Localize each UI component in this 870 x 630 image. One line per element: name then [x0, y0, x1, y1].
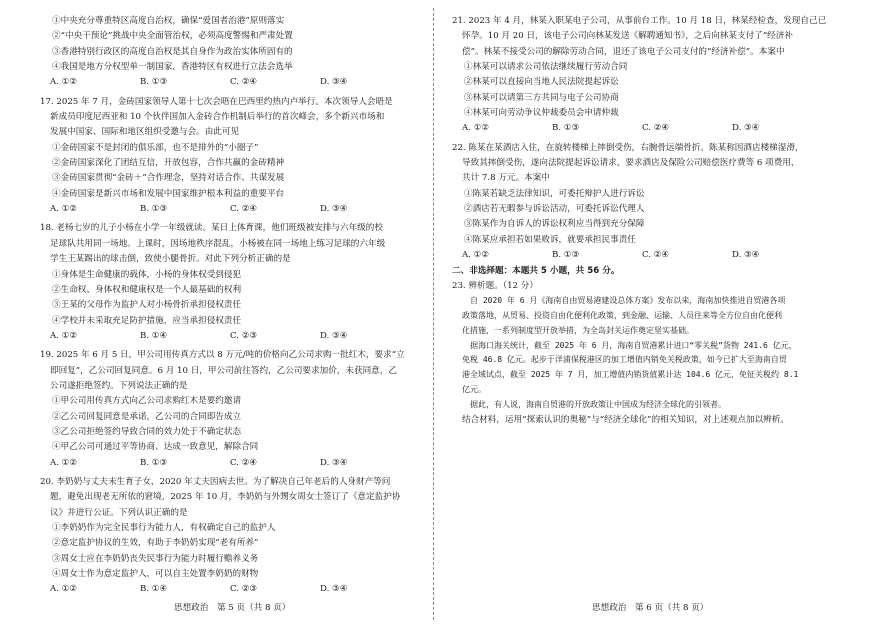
choice-a: A. ①②	[50, 457, 78, 468]
option-line: ④金砖国家是新兴市场和发展中国家维护根本利益的重要平台	[52, 188, 285, 199]
choice-b: B. ①③	[552, 123, 580, 134]
question-stem: 22. 陈某在某酒店入住，在旋转楼梯上摔倒受伤，右腕骨远端骨折。陈某称因酒店楼梯湿滑，	[452, 142, 804, 153]
question-23-title: 23. 辨析题。（12 分）	[452, 280, 538, 291]
option-line: ②林某可以直接向当地人民法院提起诉讼	[464, 77, 619, 88]
question-20	[40, 475, 442, 598]
option-line: ③陈某作为自诉人的诉讼权利应当得到充分保障	[464, 219, 645, 230]
choice-a: A. ①②	[50, 77, 78, 88]
question-stem: 学生王某踢出的球击倒，致使小腿骨折。对此下列分析正确的是	[50, 254, 291, 265]
question-17	[40, 95, 442, 218]
choice-d: D. ③④	[320, 584, 348, 595]
choice-b: B. ①③	[552, 250, 580, 261]
question-stem: 即回复”，乙公司回复同意。6 月 10 日，甲公司前往答约，乙公司要求加价，未获同意，乙	[50, 365, 397, 376]
question-stem: 共计 7.8 万元。本案中	[462, 173, 550, 184]
material-line: 据此，有人说，海南自贸港的开放政策让中国成为经济全球化的引领者。	[470, 399, 726, 409]
choice-c: C. ②④	[230, 457, 258, 468]
choice-c: C. ②③	[230, 330, 258, 341]
option-line: ③周女士应在李奶奶丧失民事行为能力时履行赡养义务	[52, 553, 259, 564]
answer-choices	[40, 329, 442, 344]
option-line: ②“中央干预论”挑战中央全面管治权，必须高度警惕和严肃处置	[52, 31, 293, 42]
option-line: ②生命权、身体权和健康权是一个人最基础的权利	[52, 284, 242, 295]
material-line: 化措施，一系列制度型开放举措，为全岛封关运作奠定坚实基础。	[462, 325, 694, 335]
material-line: 港全域试点，截至 2025 年 7 月，加工增值内销货值累计达 104.6 亿元，免征关税约 8.1	[462, 370, 799, 380]
option-line: ④甲乙公司可通过平等协商、达成一致意见，解除合同	[52, 442, 259, 453]
option-line: ①金砖国家不是封闭的俱乐部，也不是排外的“小圈子”	[52, 142, 259, 153]
choice-d: D. ③④	[732, 123, 760, 134]
question-stem: 怀孕。10 月 20 日，该电子公司向林某发送《解聘通知书》，之后向林某支付了“经济补	[462, 31, 793, 42]
choice-b: B. ①③	[140, 457, 168, 468]
choice-b: B. ①③	[140, 77, 168, 88]
choice-c: C. ②④	[230, 77, 258, 88]
answer-choices	[40, 582, 442, 597]
choice-c: C. ②④	[230, 204, 258, 215]
right-page-column	[452, 14, 854, 428]
question-stem: 18. 老杨七岁的儿子小杨在小学一年级就读。某日上体育课，他们班级被安排与六年级的校	[40, 223, 383, 234]
question-stem: 19. 2025 年 6 月 5 日，甲公司用传真方式以 8 万元/吨的价格向乙公司求购一批红木，要求“立	[40, 350, 405, 361]
page-footer-left: 思想政治 第 5 页（共 8 页）	[174, 603, 291, 613]
material-line: 自 2020 年 6 月《海南自由贸易港建设总体方案》发布以来，海南加快推进自贸港各项	[470, 296, 786, 306]
question-stem: 21. 2023 年 4 月，林某入职某电子公司，从事前台工作。10 月 18 日，林某经检查，发现自己已	[452, 16, 827, 26]
question-18	[40, 221, 442, 344]
choice-c: C. ②③	[230, 584, 258, 595]
page-footer-right: 思想政治 第 6 页（共 8 页）	[592, 603, 709, 613]
option-line: ④林某可向劳动争议仲裁委员会申请仲裁	[464, 108, 619, 119]
option-line: ①甲公司用传真方式向乙公司求购红木是要约邀请	[52, 396, 242, 407]
choice-d: D. ③④	[320, 77, 348, 88]
option-line: ③乙公司拒绝签约导致合同的效力处于不确定状态	[52, 426, 242, 437]
question-stem: 议》并进行公证。下列认识正确的是	[50, 507, 188, 518]
question-stem: 17. 2025 年 7 月，金砖国家领导人第十七次会晤在巴西里约热内卢举行。本次领导人会晤是	[40, 96, 393, 107]
choice-d: D. ③④	[732, 250, 760, 261]
question-16-options	[40, 14, 442, 91]
question-stem: 导致其摔倒受伤，遂向法院提起诉讼请求，要求酒店及保险公司赔偿医疗费等 6 项费用，	[462, 158, 800, 169]
question-19	[40, 348, 442, 471]
option-line: ②酒店若无暇参与诉讼活动，可委托诉讼代理人	[464, 204, 645, 215]
choice-b: B. ①④	[140, 330, 168, 341]
option-line: ①林某可以请求公司依法继续履行劳动合同	[464, 62, 628, 73]
option-line: ①陈某若缺乏法律知识，可委托辩护人进行诉讼	[464, 188, 645, 199]
question-stem: 题，避免出现老无所依的窘境，2025 年 10 月，李奶奶与外甥女周女士签订了《意定监护协	[50, 492, 401, 503]
question-stem: 公司遂拒绝签约。下列说法正确的是	[50, 380, 188, 391]
option-line: ④周女士作为意定监护人，可以自主处置李奶奶的财物	[52, 569, 259, 580]
choice-a: A. ①②	[50, 584, 78, 595]
material-line: 免税 46.8 亿元。起步于洋浦保税港区的加工增值内销免关税政策，如今已扩大至海南自贸	[462, 355, 787, 365]
choice-c: C. ②④	[642, 250, 670, 261]
option-line: ②金砖国家深化了团结互信，开放包容，合作共赢的金砖精神	[52, 158, 285, 169]
question-23-material	[452, 294, 854, 412]
question-stem: 新成员印度尼西亚和 10 个伙伴国加入金砖合作机制后举行的首次峰会，多个新兴市场和	[50, 112, 385, 123]
question-stem: 足球队共用同一场地。上课时，因场地秩序混乱，小杨被在同一场地上练习足球的六年级	[50, 238, 386, 249]
answer-choices	[40, 202, 442, 217]
choice-b: B. ①③	[140, 204, 168, 215]
option-line: ②意定监护协议的生效，有助于李奶奶实现“老有所养”	[52, 538, 259, 549]
answer-choices	[40, 456, 442, 471]
choice-a: A. ①②	[50, 330, 78, 341]
section-heading: 二、非选择题：本题共 5 小题，共 56 分。	[452, 265, 620, 276]
answer-choices	[452, 121, 854, 136]
option-line: ①身体是生命健康的载体，小杨的身体权受到侵犯	[52, 269, 242, 280]
question-22	[452, 141, 854, 264]
choice-d: D. ③④	[320, 204, 348, 215]
option-line: ④我国是地方分权型单一制国家，香港特区有权进行立法会选举	[52, 62, 293, 73]
option-line: ④学校并未采取充足防护措施，应当承担侵权责任	[52, 315, 242, 326]
option-line: ③香港特别行政区的高度自治权是其自身作为政治实体所固有的	[52, 46, 293, 57]
question-stem: 发展中国家、国际和地区组织受邀与会。由此可见	[50, 127, 240, 138]
material-line: 据海口海关统计，截至 2025 年 6 月，海南自贸港累计进口“零关税”货物 241.6 亿元，	[470, 340, 797, 350]
option-line: ①李奶奶作为完全民事行为能力人，有权确定自己的监护人	[52, 523, 276, 533]
material-line: 政策落地，从贸易、投资自由化便利化政策，到金融、运输、人员往来等全方位自由化便利	[462, 310, 782, 320]
option-line: ②乙公司回复同意是承诺，乙公司的合同即告成立	[52, 411, 242, 422]
answer-choices	[452, 248, 854, 263]
question-21	[452, 14, 854, 137]
choice-d: D. ③④	[320, 457, 348, 468]
choice-a: A. ①②	[50, 204, 78, 215]
question-23-task: 结合材料，运用“探索认识的奥秘”与“经济全球化”的相关知识，对上述观点加以辨析。	[462, 414, 789, 425]
choice-a: A. ①②	[462, 250, 490, 261]
choice-c: C. ②④	[642, 123, 670, 134]
question-stem: 偿”。林某不接受公司的解除劳动合同，退还了该电子公司支付的“经济补偿”。本案中	[462, 46, 785, 57]
choice-b: B. ①④	[140, 584, 168, 595]
option-line: ③林某可以请第三方共同与电子公司协商	[464, 92, 619, 103]
option-line: ③金砖国家贯彻“金砖＋”合作理念，坚持对话合作、共谋发展	[52, 173, 285, 184]
option-line: ④陈某应承担若如果败诉，就要承担民事责任	[464, 234, 636, 245]
material-line: 亿元。	[462, 384, 486, 394]
left-page-column	[40, 14, 442, 598]
question-stem: 20. 李奶奶与丈夫未生育子女，2020 年丈夫因病去世。为了解决自己年老后的人身财产等问	[40, 476, 391, 487]
page-divider	[433, 8, 434, 620]
choice-d: D. ③④	[320, 330, 348, 341]
option-line: ③王某的父母作为监护人对小杨骨折承担侵权责任	[52, 300, 242, 311]
choice-a: A. ①②	[462, 123, 490, 134]
option-line: ①中央充分尊重特区高度自治权，确保“爱国者治港”原则落实	[52, 16, 285, 26]
answer-choices	[40, 75, 442, 90]
